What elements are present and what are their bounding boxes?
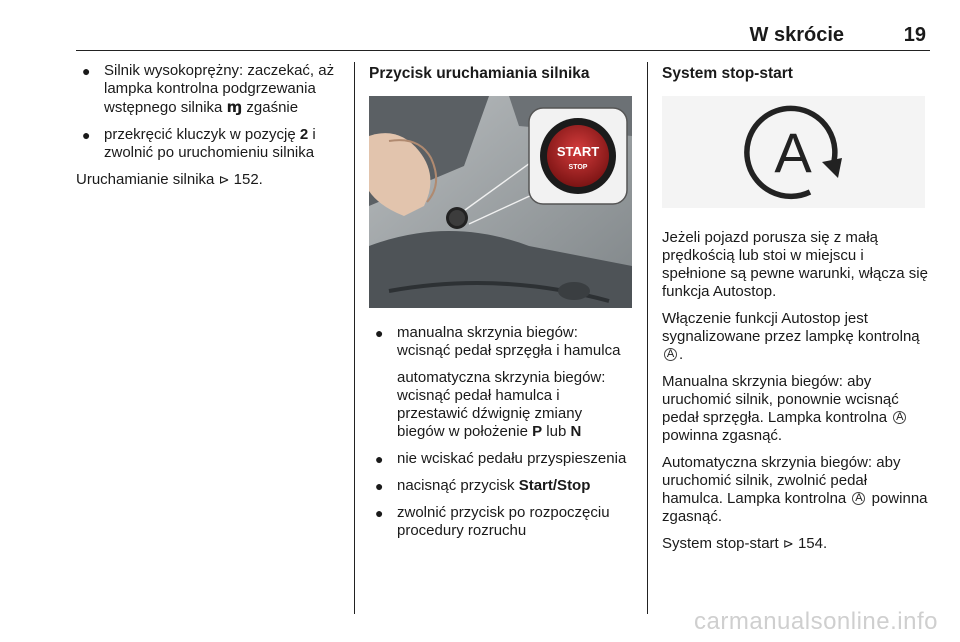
paragraph: Manualna skrzynia biegów: aby uruchomić silnik, ponownie wcisnąć pedał sprzęgła. Lampka kontrolna A powinna zgasnąć. [662,373,930,445]
page-header [76,0,930,50]
stop-label: STOP [568,164,588,171]
column-1 [76,62,340,199]
bullet-icon: ● [375,505,384,521]
autostop-icon: A [893,411,906,424]
list-item: ● manualna skrzynia biegów: wcisnąć pedał sprzęgła i hamulca automatyczna skrzynia biegów: wcisnąć pedał hamulca i przestawić dźwignię zmiany biegów w położenie P lub N [369,324,632,441]
paragraph: Automatyczna skrzynia biegów: aby uruchomić silnik, zwolnić pedał hamulca. Lampka kontrolna A powinna zgasnąć. [662,454,928,525]
paragraph: Włączenie funkcji Autostop jest sygnalizowane przez lampkę kontrolną A . [662,310,920,363]
cross-reference[interactable]: System stop-start ⊳ 154. [662,535,828,552]
column-divider [354,62,355,614]
autostop-letter: A [774,121,812,184]
header-title: W skrócie [749,24,844,46]
bullet-icon: ● [82,127,91,143]
sub-paragraph: automatyczna skrzynia biegów: wcisnąć pedał hamulca i przestawić dźwignię zmiany biegów w położenie P lub N [397,369,606,440]
reference-arrow-icon: ⊳ [782,537,794,552]
header-rule [76,50,930,51]
list-item: ● zwolnić przycisk po rozpoczęciu procedury rozruchu [375,504,610,539]
bullet-list [369,324,632,540]
list-item: ● Silnik wysokoprężny: zaczekać, aż lampka kontrolna podgrzewania wstępnego silnika ɱ zgaśnie [82,62,335,116]
autostop-icon: A [852,492,865,505]
bullet-icon: ● [375,478,384,494]
dashboard-illustration [369,96,632,308]
paragraph: Jeżeli pojazd porusza się z małą prędkością lub stoi w miejscu i spełnione są pewne warunki, włącza się funkcja Autostop. [662,229,928,300]
page-number: 19 [903,24,926,46]
section-title: System stop-start [662,65,793,82]
autostop-icon [662,96,925,208]
bullet-icon: ● [375,451,384,467]
list-item: ● nacisnąć przycisk Start/Stop [375,477,591,494]
column-2 [369,62,632,549]
bullet-icon: ● [82,63,91,79]
glow-plug-icon: ɱ [226,98,243,116]
start-button-photo [369,96,632,308]
autostop-figure [662,96,925,208]
reference-arrow-icon: ⊳ [218,173,230,188]
autostop-icon: A [664,348,677,361]
list-item: ● przekręcić kluczyk w pozycję 2 i zwolnić po uruchomieniu silnika [82,126,316,161]
column-3 [662,62,930,563]
bullet-list [76,62,340,162]
section-title: Przycisk uruchamiania silnika [369,65,590,82]
start-label: START [556,144,600,159]
column-divider [647,62,648,614]
cross-reference[interactable]: Uruchamianie silnika ⊳ 152. [76,171,263,188]
list-item: ● nie wciskać pedału przyspieszenia [375,450,627,467]
watermark: carmanualsonline.info [694,608,938,635]
bullet-icon: ● [375,325,384,341]
